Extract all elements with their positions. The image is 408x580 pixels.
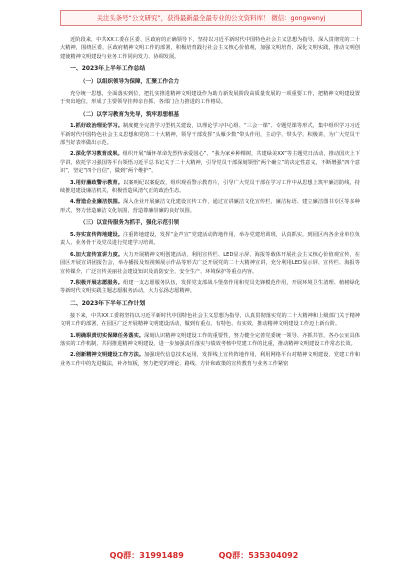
list-item: [60, 231, 360, 248]
item-body: 深刻认识精神文明建设工作的重要性，努力健全完善党委统一领导、齐抓共管、各办公室具体落实的工作机制，共同推进精神文明建设，进一步加强责任落实与绩效考核中党建工作的比重，推动精神文明建设工作常态长效。: [60, 332, 360, 347]
section-1-1-paragraph: 充分统一思想，全面落实到位，把扎实推进精神文明建设作为助力新发展阶段高质量发展的一项重要工作，把精神文明建设置于突出地位，形成了主要领导挂帅亲自抓、各部门合力推进的工作格局。: [60, 90, 360, 106]
list-item: [60, 198, 360, 215]
item-body: 制度健全完善学习型机关建设，以理论学习中心组、“三会一课”、专题党课等形式，集中组织学习习近平新时代中国特色社会主义思想和党的二十大精神，领导干部发挥“头雁少数”带头作用，主动学、带头学、积极讲，为广大党员干部当好表率做出示范。: [60, 123, 360, 147]
item-lead: 6.加大宣传宣讲力度。: [70, 251, 124, 258]
item-body: 注重阵地建设，发挥“金声宣”党建活动阵地作用，举办党建培训班，认真抓实，到园区内各企业单位负责人、业务骨干及党员进行党建学习培训。: [60, 231, 360, 247]
contact-footer: [0, 550, 408, 561]
section-1-heading: 一、2023年上半年工作总结: [70, 66, 146, 73]
section-1-1-heading: （一）以组织领导为保障，汇聚工作合力: [80, 79, 180, 86]
item-lead: 1.明确职责切实保障任务落实。: [70, 332, 145, 339]
list-item: [60, 332, 360, 349]
intro-paragraph: 近阶段来，中共XX工委在区委、区政府的正确领导下，坚持以习近平新时代中国特色社会主义思想为指导，深入贯彻党的二十大精神，围绕区委、区政府精神文明工作的部署，积极培育践行社会主义核心价值观，加强文明培育，深化文明实践，推动文明创建使精神文明建设与业务工作同向发力、协调发展。: [60, 37, 360, 60]
item-body: 加强现代信息技术运用，发挥线上宣传阵地作用，利用网络平台对精神文明建设、党建工作和业务工作中的先进做法，补齐短板，努力把党的理论、路线、方针和政策的宣传教育与业务工作紧密: [60, 352, 360, 367]
item-body: 组织开展“缅怀革命先烈传承爱国心”、“我为家乡种棵树，共建绿美XX”等主题党日活动，推动国庆上下学讲，依托学习强国等平台领悟习近平总书记关于二十大精神，引导党员干部深刻领悟“两个确立”的决定性意义，不断增强“四个意识”，坚定“四个自信”，做到“两个维护”。: [60, 151, 360, 175]
section-2-intro: 接下来，中共XX工委将坚持以习近平新时代中国特色社会主义思想为指导，认真贯彻落实党的二十大精神和上级部门关于精神文明工作的部署，在园区广泛开展精神文明建设活动，做到有重点、有特色、有实效，推动精神文明建设工作迈上新台阶。: [60, 312, 360, 328]
qq-group-2: QQ群：535304092: [218, 551, 299, 560]
item-lead: 3.用好廉政警示教育。: [70, 179, 124, 186]
list-item: [60, 179, 360, 196]
item-lead: 4.营造企业廉洁氛围。: [70, 199, 124, 206]
document-body: [60, 36, 360, 371]
section-2-heading: 二、2023年下半年工作计划: [70, 300, 146, 307]
promo-banner: 关注头条号“公文研究”，获得最新最全最专业的公文资料库！ 微信：gongwenyj: [60, 10, 362, 26]
item-lead: 5.夯实宣传阵地建设。: [70, 231, 124, 238]
list-item: [60, 150, 360, 175]
item-lead: 1.抓好政治理论学习。: [70, 123, 124, 130]
item-lead: 7.积极开展志愿服务。: [70, 279, 124, 286]
item-body: 大力开展精神文明创建活动，利用宣传栏、LED显示屏、海报等载体开展社会主义核心价值观宣传，在园区开展宣讲团报告会，举办播报及短视频展示作品等形式广泛开展党的二十大精神宣讲，充分利用LED显示屏、宣传栏、海报等宣传媒介，广泛宣传美丽社会建设知识及消防安全、安全生产、环境保护等重点内容。: [60, 251, 360, 275]
item-body: 深入企业开展廉洁文化建设宣传工作，通过宣讲廉洁文化宣传栏、廉洁标语、建立廉洁图书专区等多种形式，努力营造廉洁文化氛围，营造尊廉崇廉的良好氛围。: [60, 199, 360, 214]
list-item: [60, 251, 360, 276]
section-1-3-heading: （三）以宣传服务为抓手，强化示范引领: [80, 220, 180, 227]
list-item: [60, 351, 360, 368]
qq-group-1: QQ群：31991489: [109, 551, 184, 560]
list-item: [60, 122, 360, 147]
section-1-2-heading: （二）以学习教育为先导，筑牢思想根基: [80, 111, 180, 118]
item-body: 以案明纪以案促改，组织观看警示教育片，引导广大党员干部在学习工作中从思想上筑牢廉洁防线，持续推进建设廉洁机关，积极营造风清气正的政治生态。: [60, 179, 360, 195]
list-item: [60, 279, 360, 296]
item-lead: 2.深化学习教育成果。: [70, 151, 123, 158]
item-lead: 2.创新精神文明建设工作方法。: [70, 352, 145, 359]
item-body: 组建一支志愿服务队伍，发挥党支部战斗堡垒作用和党员先锋模范作用，开展环境卫生清理、植树绿化等新时代文明实践主题志愿服务活动，大力弘扬志愿精神。: [60, 279, 360, 295]
